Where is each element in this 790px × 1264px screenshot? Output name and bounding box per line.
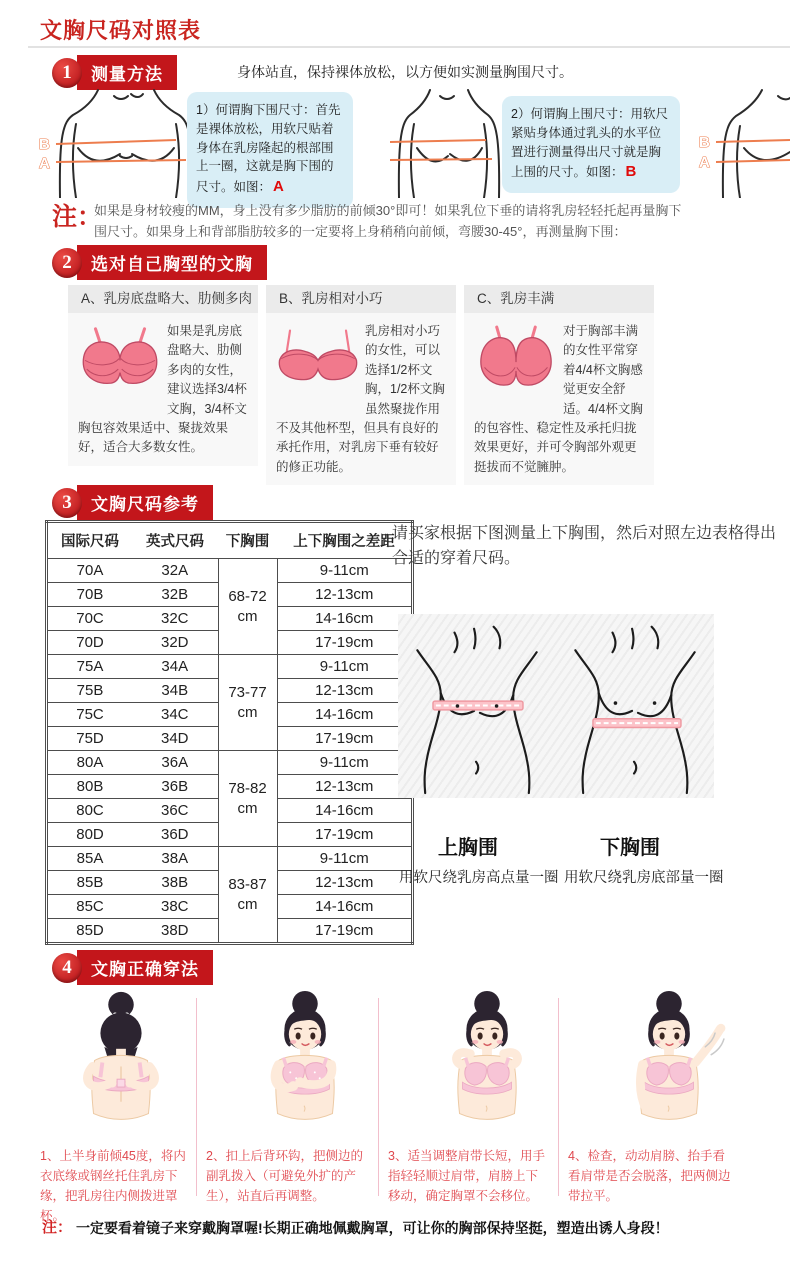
section4-badge: 4 xyxy=(52,953,82,983)
intl-size: 70D xyxy=(47,631,133,655)
uk-size: 38B xyxy=(132,871,218,895)
intl-size: 85D xyxy=(47,919,133,944)
section1-badge: 1 xyxy=(52,58,82,88)
diff-cell: 14-16cm xyxy=(277,607,413,631)
footer-note-label: 注： xyxy=(42,1219,73,1236)
measure-line-a-label: A xyxy=(699,154,710,171)
page-title: 文胸尺码对照表 xyxy=(40,18,202,43)
uk-size: 32C xyxy=(132,607,218,631)
torso-front-figure-b xyxy=(390,86,508,198)
table-instruction: 请买家根据下图测量上下胸围，然后对照左边表格得出合适的穿着尺码。 xyxy=(392,525,777,567)
uk-size: 34C xyxy=(132,703,218,727)
diff-cell: 17-19cm xyxy=(277,727,413,751)
bra-type-b-body xyxy=(266,313,456,485)
intl-size: 80C xyxy=(47,799,133,823)
upper-bust-label: 上胸围 xyxy=(438,837,498,859)
underbust-definition-text: 1）何谓胸下围尺寸：首先是裸体放松，用软尺贴着身体在乳房隆起的根部围上一圈，这就是胸下围的尺寸。 xyxy=(196,103,341,194)
intl-size: 75C xyxy=(47,703,133,727)
col-header-difference: 上下胸围之差距 xyxy=(277,522,413,559)
measure-line-b-label: B xyxy=(39,136,50,153)
measure-note-line2: 围尺寸。如果身上和背部脂肪较多的一定要将上身稍稍向前倾，弯腰30-45°，再测量胸下围： xyxy=(94,224,627,240)
diff-cell: 12-13cm xyxy=(277,775,413,799)
figure-label: 如图： xyxy=(233,180,272,194)
bra-type-b-text: 乳房相对小巧的女性，可以选择1/2杯文胸，1/2杯文胸虽然聚拢作用不及其他杯型，但具有良好的承托作用，对乳房下垂有较好的修正功能。 xyxy=(276,324,445,474)
bra-type-a-body xyxy=(68,313,258,466)
uk-size: 32A xyxy=(132,559,218,583)
table-header-row xyxy=(47,522,413,559)
col-header-underbust: 下胸围 xyxy=(218,522,277,559)
bra-type-c-body xyxy=(464,313,654,485)
size-reference-table xyxy=(45,520,414,945)
step3-caption: 3、适当调整肩带长短，用手指轻轻顺过肩带，肩膀上下移动，确定胸罩不会移位。 xyxy=(388,1149,545,1203)
uk-size: 36C xyxy=(132,799,218,823)
bra-type-c-text: 对于胸部丰满的女性平常穿着4/4杯文胸感觉更安全舒适。4/4杯文胸的包容性、稳定性及承托归拢效果更好，并可令胸部外观更挺拔而不觉臃肿。 xyxy=(474,324,643,474)
col-header-uk: 英式尺码 xyxy=(132,522,218,559)
step-divider xyxy=(196,998,197,1196)
bra-type-column-b xyxy=(266,285,456,485)
figure-label: 如图： xyxy=(586,165,624,180)
diff-cell: 17-19cm xyxy=(277,823,413,847)
girl-step3-illustration xyxy=(408,988,566,1140)
uk-size: 36A xyxy=(132,751,218,775)
diff-cell: 12-13cm xyxy=(277,679,413,703)
underbust-cell: 68-72 cm xyxy=(218,559,277,655)
uk-size: 34B xyxy=(132,679,218,703)
step2-caption: 2、扣上后背环钩，把侧边的副乳拨入（可避免外扩的产生），站直后再调整。 xyxy=(206,1149,363,1203)
section4-title: 文胸正确穿法 xyxy=(77,950,213,985)
torso-front-figure-c-partial xyxy=(698,86,790,198)
bra-type-a-header: A、乳房底盘略大、肋侧多肉 xyxy=(68,285,258,313)
diff-cell: 12-13cm xyxy=(277,583,413,607)
section3-header xyxy=(52,485,213,520)
overbust-definition-box xyxy=(502,96,680,193)
bra-type-a-text: 如果是乳房底盘略大、肋侧多肉的女性，建议选择3/4杯文胸，3/4杯文胸包容效果适中、聚拢效果好，适合大多数女性。 xyxy=(78,324,247,455)
step-divider xyxy=(558,998,559,1196)
intl-size: 85A xyxy=(47,847,133,871)
overbust-definition-text: 2）何谓胸上围尺寸：用软尺紧贴身体通过乳头的水平位置进行测量得出尺寸就是胸上围的尺寸。 xyxy=(511,107,668,180)
diff-cell: 9-11cm xyxy=(277,655,413,679)
step4-caption: 4、检查，动动肩膀、抬手看看肩带是否会脱落，把两侧边带拉平。 xyxy=(568,1149,731,1203)
underbust-definition-box xyxy=(187,92,353,208)
lower-bust-caption: 用软尺绕乳房底部量一圈 xyxy=(564,870,724,886)
underbust-cell: 78-82 cm xyxy=(218,751,277,847)
uk-size: 34A xyxy=(132,655,218,679)
diff-cell: 12-13cm xyxy=(277,871,413,895)
bra-type-column-c xyxy=(464,285,654,485)
uk-size: 38A xyxy=(132,847,218,871)
intl-size: 70A xyxy=(47,559,133,583)
uk-size: 36D xyxy=(132,823,218,847)
intl-size: 75A xyxy=(47,655,133,679)
measuring-illustration-box xyxy=(398,614,714,798)
table-row xyxy=(47,559,413,583)
table-row xyxy=(47,751,413,775)
uk-size: 32B xyxy=(132,583,218,607)
section3-title: 文胸尺码参考 xyxy=(77,485,213,520)
section2-header xyxy=(52,245,267,280)
intl-size: 85B xyxy=(47,871,133,895)
intl-size: 75B xyxy=(47,679,133,703)
bra-34cup-icon xyxy=(78,324,162,402)
uk-size: 32D xyxy=(132,631,218,655)
diff-cell: 17-19cm xyxy=(277,919,413,944)
intl-size: 80B xyxy=(47,775,133,799)
intl-size: 70B xyxy=(47,583,133,607)
bra-type-c-header: C、乳房丰满 xyxy=(464,285,654,313)
upper-bust-caption: 用软尺绕乳房高点量一圈 xyxy=(399,870,559,886)
measure-note-line1: 如果是身材较瘦的MM，身上没有多少脂肪的前倾30°即可！如果乳位下垂的请将乳房轻轻托起再量胸下 xyxy=(94,203,682,218)
diff-cell: 17-19cm xyxy=(277,631,413,655)
measure-line-b-label: B xyxy=(699,134,710,151)
diff-cell: 9-11cm xyxy=(277,847,413,871)
bra-12cup-icon xyxy=(276,324,360,402)
lower-bust-label: 下胸围 xyxy=(600,837,660,859)
section2-badge: 2 xyxy=(52,248,82,278)
intl-size: 80A xyxy=(47,751,133,775)
diff-cell: 9-11cm xyxy=(277,559,413,583)
step1-caption: 1、上半身前倾45度，将内衣底缘或钢丝托住乳房下缘，把乳房往内侧拨进罩杯。 xyxy=(40,1149,186,1223)
intl-size: 80D xyxy=(47,823,133,847)
section1-title: 测量方法 xyxy=(77,55,177,90)
table-row xyxy=(47,655,413,679)
uk-size: 38C xyxy=(132,895,218,919)
figure-ref-a: A xyxy=(273,178,284,195)
diff-cell: 14-16cm xyxy=(277,799,413,823)
measure-figure-under-bust xyxy=(560,617,710,795)
bra-44cup-icon xyxy=(474,324,558,402)
uk-size: 36B xyxy=(132,775,218,799)
section1-intro: 身体站直，保持裸体放松，以方便如实测量胸围尺寸。 xyxy=(237,64,573,80)
diff-cell: 9-11cm xyxy=(277,751,413,775)
measure-note-label: 注： xyxy=(52,203,103,231)
measure-line-a-label: A xyxy=(39,155,50,172)
figure-ref-b: B xyxy=(625,163,637,181)
measure-note-text xyxy=(94,200,774,243)
bra-type-b-header: B、乳房相对小巧 xyxy=(266,285,456,313)
col-header-international: 国际尺码 xyxy=(47,522,133,559)
diff-cell: 14-16cm xyxy=(277,895,413,919)
intl-size: 75D xyxy=(47,727,133,751)
title-divider xyxy=(28,46,790,48)
measure-figure-upper-bust xyxy=(402,617,552,795)
footer-note-text: 一定要看着镜子来穿戴胸罩喔!长期正确地佩戴胸罩，可让你的胸部保持坚挺，塑造出诱人身段！ xyxy=(76,1220,669,1236)
section1-header xyxy=(52,55,177,90)
girl-step2-illustration xyxy=(226,988,384,1140)
intl-size: 85C xyxy=(47,895,133,919)
underbust-cell: 73-77 cm xyxy=(218,655,277,751)
diff-cell: 14-16cm xyxy=(277,703,413,727)
underbust-cell: 83-87 cm xyxy=(218,847,277,944)
table-row xyxy=(47,847,413,871)
section2-title: 选对自己胸型的文胸 xyxy=(77,245,267,280)
step-divider xyxy=(378,998,379,1196)
girl-step4-illustration xyxy=(590,988,748,1140)
bra-type-column-a xyxy=(68,285,258,466)
uk-size: 38D xyxy=(132,919,218,944)
girl-step1-illustration xyxy=(42,988,200,1140)
uk-size: 34D xyxy=(132,727,218,751)
section4-header xyxy=(52,950,213,985)
intl-size: 70C xyxy=(47,607,133,631)
section3-badge: 3 xyxy=(52,488,82,518)
